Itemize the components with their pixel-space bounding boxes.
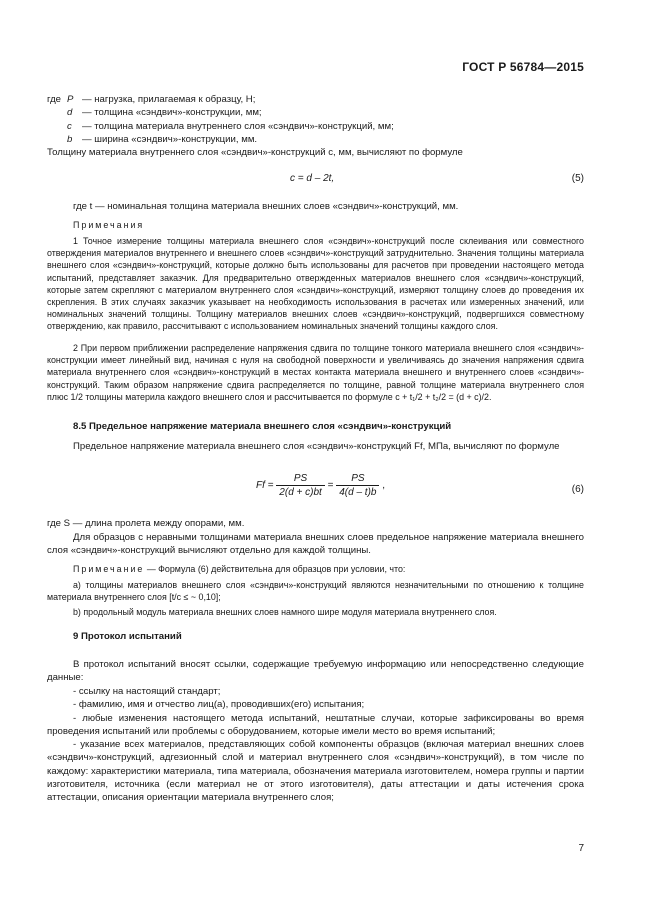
formula-6-lhs: Ff = [256,480,274,492]
report-item: - указание всех материалов, представляющих собой компоненты образцов (включая материал внешних слоев «сэндвич»-конструкций, адгезионный слой и материал внутреннего слоя «сэндвич»-конструкций), в том числе по каждому: характеристики материала, типа материала, обозначения материала изготовителем, номера группы и партии изготовителя, источника (если материал не от этого изготовителя), даты аттестации и даты истечения срока аттестации, описания ориентации материала внутреннего слоя; [47,739,584,804]
formula-6-den-1: 2(d + c)bt [279,487,322,498]
definition-text: — толщина «сэндвич»-конструкции, мм; [82,107,262,119]
definition-text: — толщина материала внутреннего слоя «сэндвич»-конструкций, мм; [82,120,394,132]
uneven-thickness-paragraph: Для образцов с неравными толщинами материала внешних слоев предельное напряжение материала внешнего слоя «сэндвич»-конструкций вычисляют отдельно для каждой толщины. [47,532,584,557]
definition-text: — ширина «сэндвич»-конструкции, мм. [82,133,258,145]
page-number: 7 [578,843,584,854]
section-9-intro: В протокол испытаний вносят ссылки, содержащие требуемую информацию или непосредственно следующие данные: [47,659,584,684]
formula-6-where: где S — длина пролета между опорами, мм. [47,518,245,529]
formula-5-number: (5) [571,173,584,184]
note-1: 1 Точное измерение толщины материала внешнего слоя «сэндвич»-конструкций после склеивания или совместного отверждения материалов внутреннего и внешнего слоев «сэндвич»-конструкций затруднительно. Значения толщины материала внешнего слоя «сэндвич»-конструкций, которые должно быть использованы для расчетов при проведении настоящего метода испытаний, представляет заказчик. Для предварительно отвержденных материалов внешнего слоя «сэндвич»-конструкций, которые затем скрепляют с материалом внутреннего слоя «сэндвич»-конструкций, измеряют толщину слоев до проведения их скрепления. В этих случаях заказчик указывает на необходимость использования в расчетах или измеренных значений, или номинальных значений толщины. Толщину материалов внешних слоев «сэндвич»-конструкций, подвергшихся совместному отверждению, как правило, рассчитывают с использованием номинальных значений толщины каждого слоя. [47,236,584,332]
core-thickness-intro: Толщину материала внутреннего слоя «сэндвич»-конструкций с, мм, вычисляют по формуле [47,147,463,158]
formula-6-note-text: — Формула (6) действительна для образцов при условии, что: [146,564,406,574]
definition-symbol: P [67,94,74,105]
formula-6-note-title: Примечание [73,564,145,574]
formula-5-where: где t — номинальная толщина материала внешних слоев «сэндвич»-конструкций, мм. [73,201,459,212]
condition-b: b) продольный модуль материала внешних слоев намного шире модуля материала внутреннего слоя. [73,607,497,617]
note-2: 2 При первом приближении распределение напряжения сдвига по толщине тонкого материала внешнего слоя «сэндвич»-конструкции имеет линейный вид, начиная с нуля на свободной поверхности и увеличиваясь до значения напряжения сдвига материала внутреннего слоя «сэндвич»-конструкций в местах контакта материала внешнего и внутреннего слоев «сэндвич»-конструкций. Таким образом напряжение сдвига распределяется по толщине, равной толщине материала внутреннего слоя плюс 1/2 толщины материла каждого внешнего слоя и рассчитывается по формуле c + t₁/2 + t₂/2 = (d + c)/2. [47,343,584,402]
formula-6-num-1: PS [276,473,325,486]
report-item: - ссылку на настоящий стандарт; [73,686,221,697]
formula-6-den-2: 4(d – t)b [339,487,377,498]
definition-row [47,133,584,146]
section-8-5-heading: 8.5 Предельное напряжение материала внешнего слоя «сэндвич»-конструкций [73,421,452,432]
formula-6-number: (6) [571,484,584,495]
notes-title: Примечания [73,220,145,230]
section-8-5-intro: Предельное напряжение материала внешнего слоя «сэндвич»-конструкций Ff, МПа, вычисляют по формуле [73,441,560,452]
report-items-list [47,685,584,805]
formula-6-fraction-1 [276,473,325,498]
standard-header: ГОСТ Р 56784—2015 [462,60,584,74]
definition-row [47,93,584,106]
definition-symbol: c [67,120,72,132]
definition-text: — нагрузка, прилагаемая к образцу, Н; [82,94,256,105]
formula-6-equals: = [327,480,334,492]
formula-5: c = d – 2t, [290,173,335,184]
definition-row [47,120,584,133]
definition-lead: где [47,94,62,105]
report-item: - любые изменения настоящего метода испытаний, нештатные случаи, которые зафиксированы во время проведения испытаний или проблемы с оборудованием, которые имели место во время испытаний; [47,712,584,737]
report-item: - фамилию, имя и отчество лиц(а), проводивших(его) испытания; [73,699,365,711]
formula-6 [256,473,385,498]
formula-6-note [73,563,584,575]
definition-symbol: d [67,107,73,119]
formula-6-tail: , [382,480,386,492]
variable-definitions [47,93,584,146]
formula-6-fraction-2 [336,473,379,498]
condition-a: a) толщины материалов внешнего слоя «сэндвич»-конструкций являются незначительными по отношению к толщине материала внутреннего слоя [t/c ≤ ~ 0,10]; [47,580,584,603]
report-items [47,685,584,805]
definition-symbol: b [67,133,73,145]
section-9-heading: 9 Протокол испытаний [73,631,182,642]
definition-row [47,106,584,119]
formula-6-num-2: PS [336,473,379,486]
